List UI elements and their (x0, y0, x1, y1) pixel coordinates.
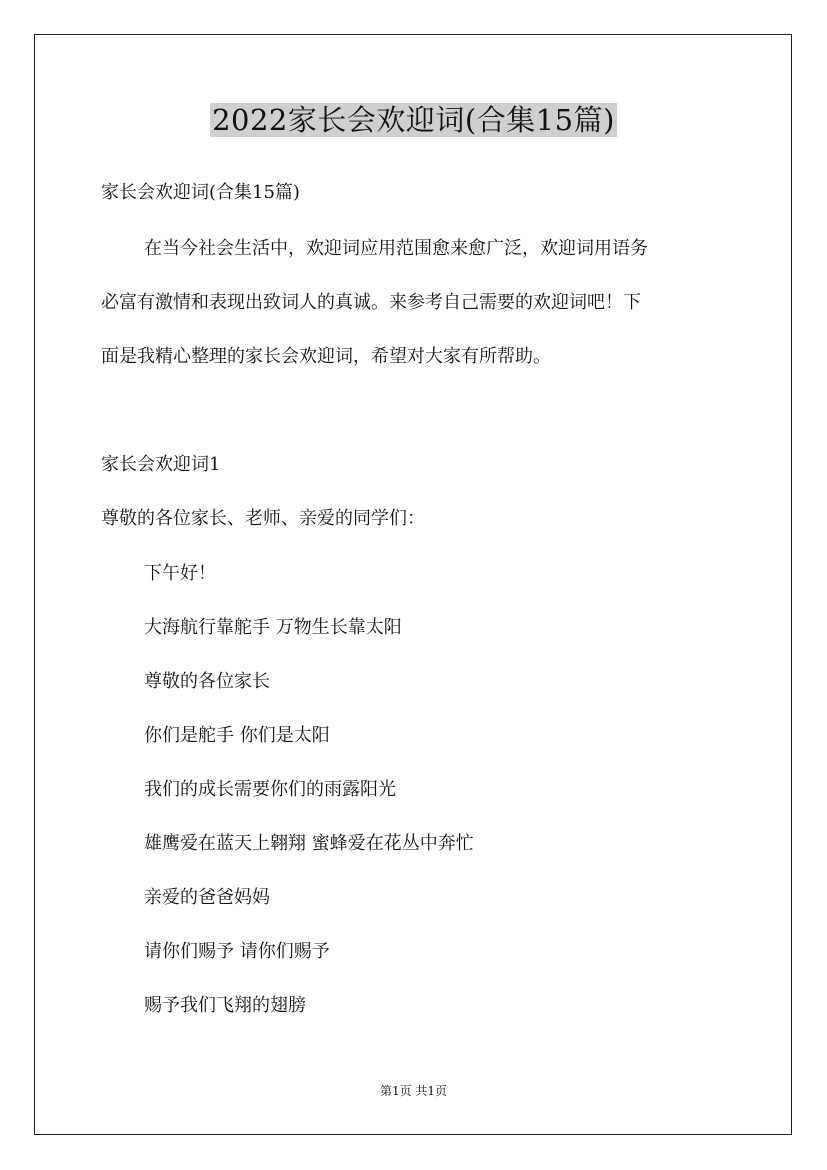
document-subtitle: 家长会欢迎词(合集15篇) (101, 182, 300, 203)
section-heading: 家长会欢迎词1 (101, 454, 221, 475)
salutation: 尊敬的各位家长、老师、亲爱的同学们： (101, 508, 425, 529)
poem-line: 赐予我们飞翔的翅膀 (144, 995, 306, 1016)
poem-line: 下午好！ (144, 563, 216, 584)
intro-line-1: 在当今社会生活中，欢迎词应用范围愈来愈广泛，欢迎词用语务 (144, 238, 648, 259)
poem-line: 亲爱的爸爸妈妈 (144, 887, 270, 908)
intro-line-2: 必富有激情和表现出致词人的真诚。来参考自己需要的欢迎词吧！下 (101, 292, 641, 313)
poem-line: 请你们赐予 请你们赐予 (144, 941, 330, 962)
poem-line: 我们的成长需要你们的雨露阳光 (144, 779, 396, 800)
poem-line: 大海航行靠舵手 万物生长靠太阳 (144, 617, 402, 638)
poem-line: 你们是舵手 你们是太阳 (144, 725, 330, 746)
poem-line: 尊敬的各位家长 (144, 671, 270, 692)
poem-line: 雄鹰爱在蓝天上翱翔 蜜蜂爱在花丛中奔忙 (144, 833, 474, 854)
intro-line-3: 面是我精心整理的家长会欢迎词，希望对大家有所帮助。 (101, 346, 551, 367)
page-number-footer: 第1页 共1页 (379, 1084, 448, 1098)
document-title: 2022家长会欢迎词(合集15篇) (212, 103, 615, 137)
